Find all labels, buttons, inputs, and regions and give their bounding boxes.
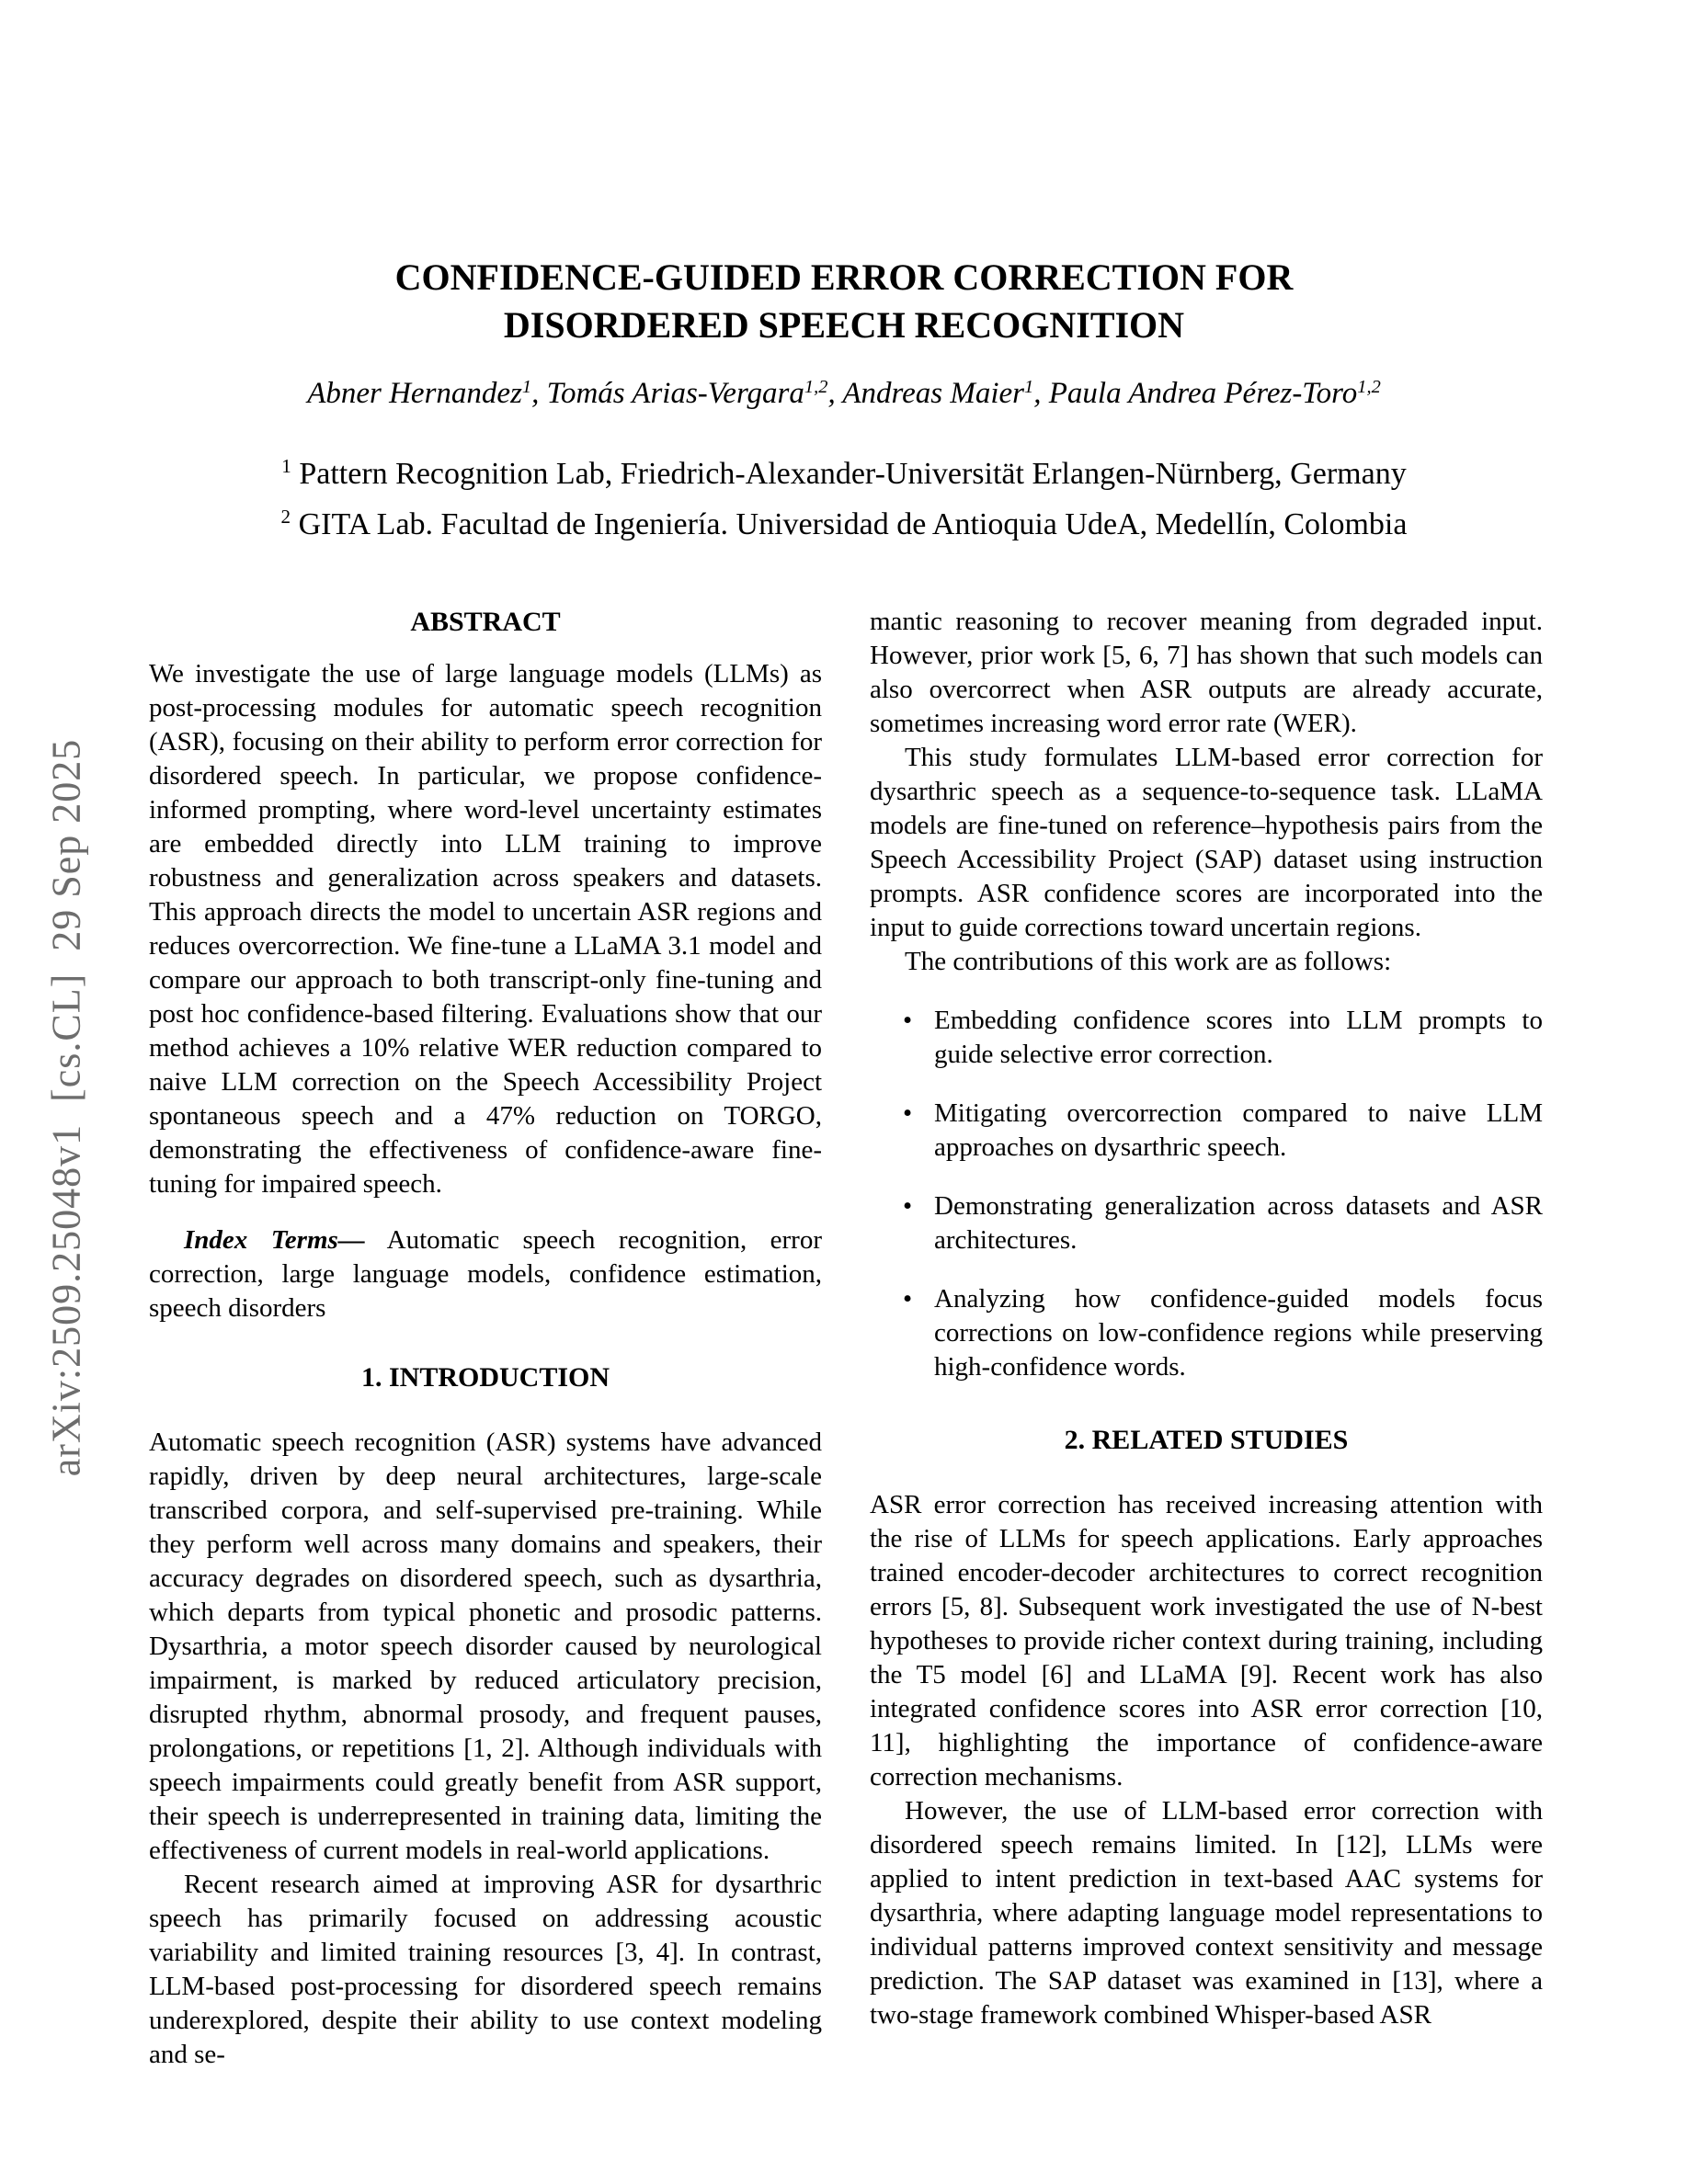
affiliation-block	[0, 450, 1688, 552]
affiliation-line: $^1$ Pattern Recognition Lab, Friedrich-Alexander-Universität Erlangen-Nürnberg, Germany	[281, 455, 1407, 491]
paper-title-line2: DISORDERED SPEECH RECOGNITION	[503, 304, 1185, 346]
arxiv-sidebar-label: arXiv:2509.25048v1 [cs.CL] 29 Sep 2025	[43, 738, 89, 1477]
index-terms-list: Automatic speech recognition, error correction, large language models, confidence estimation, speech disorders	[149, 1225, 822, 1323]
bullet-icon: •	[903, 1191, 913, 1221]
author-entry: Andreas Maier$^1$,	[842, 376, 1049, 410]
contribution-list-item: • Embedding confidence scores into LLM prompts to guide selective error correction.	[870, 1004, 1543, 1072]
bullet-icon: •	[903, 1098, 913, 1128]
left-column	[149, 605, 822, 2072]
two-column-body	[149, 605, 1543, 2072]
author-entry: Abner Hernandez$^1$,	[307, 376, 547, 410]
introduction-paragraph-2-continued: mantic reasoning to recover meaning from degraded input. However, prior work [5, 6, 7] has shown that such models can also overcorrect when ASR outputs are already accurate, sometimes increasing word error rate (WER).	[870, 607, 1543, 738]
bullet-icon: •	[903, 1006, 913, 1035]
section-heading-related-studies: 2. RELATED STUDIES	[1064, 1425, 1349, 1455]
author-affil-marker: 1	[1024, 376, 1034, 397]
affiliation-line: $^2$ GITA Lab. Facultad de Ingeniería. Universidad de Antioquia UdeA, Medellín, Colombia	[280, 506, 1408, 541]
author-line	[0, 377, 1688, 411]
contribution-list-item: • Demonstrating generalization across datasets and ASR architectures.	[870, 1189, 1543, 1257]
bullet-icon: •	[903, 1284, 913, 1314]
author-entry: Tomás Arias-Vergara$^{1,2}$,	[546, 376, 843, 410]
paper-title	[0, 254, 1688, 349]
section-heading-introduction: 1. INTRODUCTION	[360, 1362, 610, 1393]
abstract-heading: ABSTRACT	[410, 607, 561, 637]
contribution-list-item: • Analyzing how confidence-guided models focus corrections on low-confidence regions while preserving high-confidence words.	[870, 1282, 1543, 1384]
right-column	[870, 605, 1543, 2072]
introduction-paragraph-1: Automatic speech recognition (ASR) systems have advanced rapidly, driven by deep neural architectures, large-scale transcribed corpora, and self-supervised pre-training. While they perform well across many domains and speakers, their accuracy degrades on disordered speech, such as dysarthria, which departs from typical phonetic and prosodic patterns. Dysarthria, a motor speech disorder caused by neurological impairment, is marked by reduced articulatory precision, disrupted rhythm, abnormal prosody, and frequent pauses, prolongations, or repetitions [1, 2]. Although individuals with speech impairments could greatly benefit from ASR support, their speech is underrepresented in training data, limiting the effectiveness of current models in real-world applications.	[149, 1428, 822, 1865]
index-terms-label: Index Terms—	[184, 1225, 365, 1255]
paper-title-line1: CONFIDENCE-GUIDED ERROR CORRECTION FOR	[394, 256, 1294, 298]
author-entry: Paula Andrea Pérez-Toro$^{1,2}$	[1048, 376, 1381, 410]
author-affil-marker: 1,2	[804, 376, 828, 397]
author-affil-marker: 1	[521, 376, 532, 397]
contribution-list-item: • Mitigating overcorrection compared to naive LLM approaches on dysarthric speech.	[870, 1097, 1543, 1165]
related-studies-paragraph-1: ASR error correction has received increasing attention with the rise of LLMs for speech applications. Early approaches trained encoder-decoder architectures to correct recognition errors [5, 8]. Subsequent work investigated the use of N-best hypotheses to provide richer context during training, including the T5 model [6] and LLaMA [9]. Recent work has also integrated confidence scores into ASR error correction [10, 11], highlighting the importance of confidence-aware correction mechanisms.	[870, 1490, 1543, 1792]
author-affil-marker: 1,2	[1357, 376, 1381, 397]
index-terms	[149, 1223, 822, 1325]
introduction-paragraph-2-left: Recent research aimed at improving ASR for dysarthric speech has primarily focused on addressing acoustic variability and limited training resources [3, 4]. In contrast, LLM-based post-processing for disordered speech remains underexplored, despite their ability to use context modeling and se-	[149, 1870, 822, 2069]
introduction-paragraph-3: This study formulates LLM-based error correction for dysarthric speech as a sequence-to-sequence task. LLaMA models are fine-tuned on reference–hypothesis pairs from the Speech Accessibility Project (SAP) dataset using instruction prompts. ASR confidence scores are incorporated into the input to guide corrections toward uncertain regions.	[870, 743, 1543, 942]
contributions-intro-line: The contributions of this work are as follows:	[905, 947, 1392, 976]
related-studies-paragraph-2: However, the use of LLM-based error correction with disordered speech remains limited. In [12], LLMs were applied to intent prediction in text-based AAC systems for dysarthria, where adapting language model representations to individual patterns improved context sensitivity and message prediction. The SAP dataset was examined in [13], where a two-stage framework combined Whisper-based ASR	[870, 1796, 1543, 2030]
abstract-text: We investigate the use of large language models (LLMs) as post-processing modules for automatic speech recognition (ASR), focusing on their ability to perform error correction for disordered speech. In particular, we propose confidence-informed prompting, where word-level uncertainty estimates are embedded directly into LLM training to improve robustness and generalization across speakers and datasets. This approach directs the model to uncertain ASR regions and reduces overcorrection. We fine-tune a LLaMA 3.1 model and compare our approach to both transcript-only fine-tuning and post hoc confidence-based filtering. Evaluations show that our method achieves a 10% relative WER reduction compared to naive LLM correction on the Speech Accessibility Project spontaneous speech and a 47% reduction on TORGO, demonstrating the effectiveness of confidence-aware fine-tuning for impaired speech.	[149, 659, 822, 1199]
